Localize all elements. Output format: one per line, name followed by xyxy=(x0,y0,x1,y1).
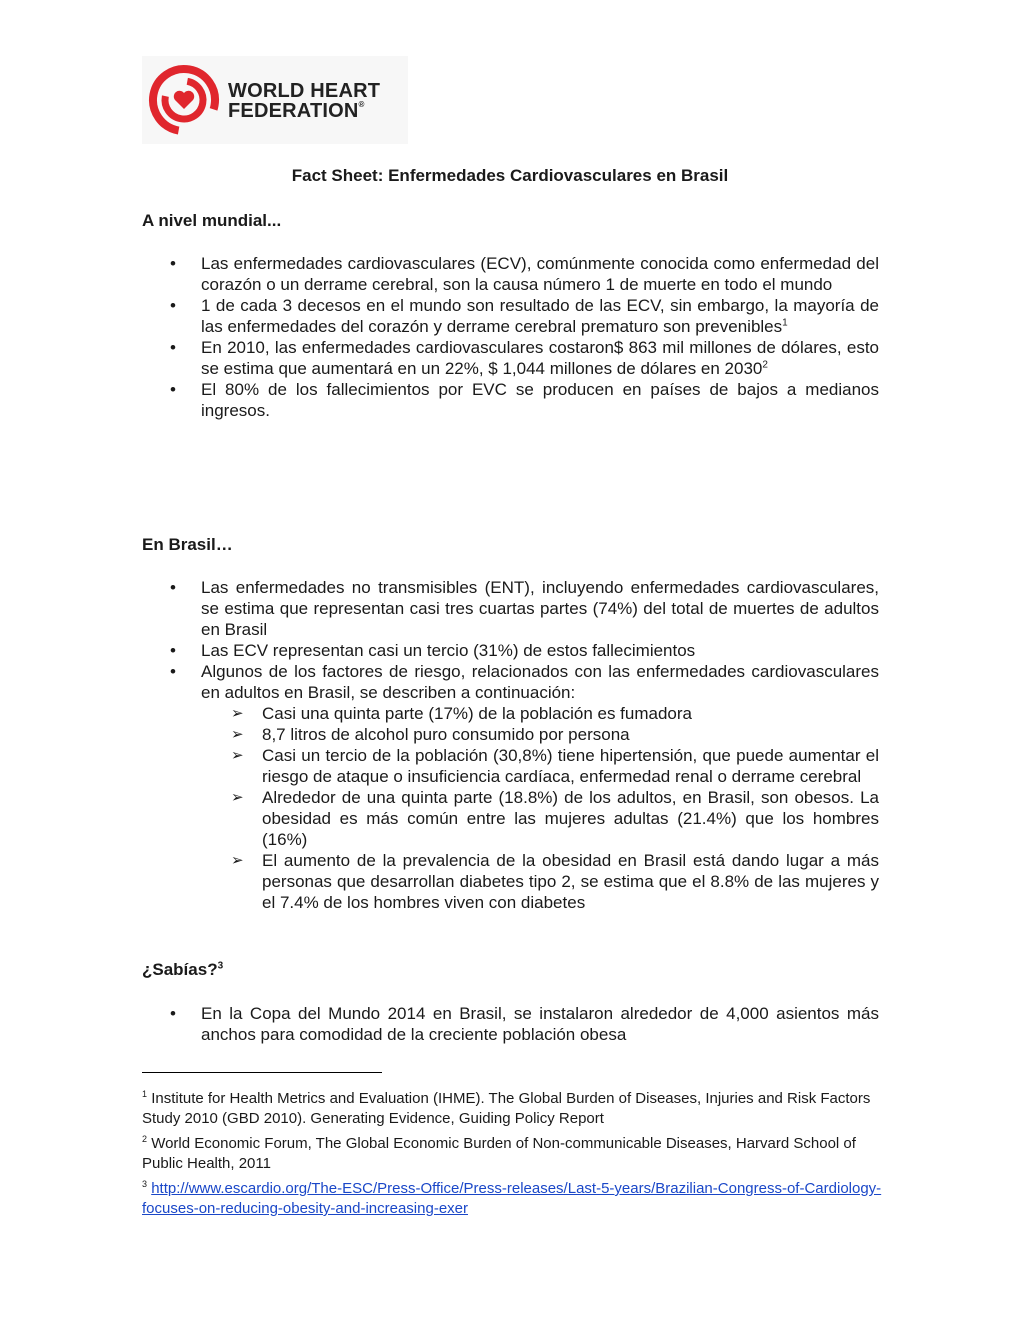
footnotes xyxy=(142,1084,882,1219)
list-item: • Algunos de los factores de riesgo, relacionados con las enfermedades cardiovasculares en adultos en Brasil, se describen a continuación: ➢ Casi una quinta parte (17%) de la población es fumadora ➢ 8,7 litros de alcohol puro consumido por persona ➢ Casi un tercio de la población (30,8%) tiene hipertensión, que puede aumentar el riesgo de ataque o insuficiencia cardíaca, enfermedad renal o derrame cerebral ➢ Alrededor de una quinta parte (18.8%) de los adultos, en Brasil, son obesos. La obesidad es más común entre las mujeres adultas (21.4%) que los hombres (16%) ➢ El aumento de la prevalencia de la obesidad en Brasil está dando lugar a más personas que desarrollan diabetes tipo 2, se estima que el 8.8% de las mujeres y el 7.4% de los hombres viven con diabetes xyxy=(142,661,879,913)
did-you-know-list xyxy=(142,1003,879,1045)
page-title: Fact Sheet: Enfermedades Cardiovasculares en Brasil xyxy=(291,166,729,185)
list-item: • Las ECV representan casi un tercio (31%) de estos fallecimientos xyxy=(142,640,879,661)
footnote-1: $^1$ Institute for Health Metrics and Evaluation (IHME). The Global Burden of Diseases, Injuries and Risk Factors Study 2010 (GBD 2010). Generating Evidence, Guiding Policy Report xyxy=(142,1089,871,1127)
list-item: • El 80% de los fallecimientos por EVC se producen en países de bajos a medianos ingresos. xyxy=(142,379,879,421)
sub-list-item: ➢ Alrededor de una quinta parte (18.8%) de los adultos, en Brasil, son obesos. La obesidad es más común entre las mujeres adultas (21.4%) que los hombres (16%) xyxy=(201,787,879,850)
footnote-divider xyxy=(142,1072,382,1073)
footnote-3: $^3$ http://www.escardio.org/The-ESC/Press-Office/Press-releases/Last-5-years/Brazilian-Congress-of-Cardiology-focuses-on-reducing-obesity-and-increasing-exer xyxy=(142,1179,882,1217)
brazil-facts-list xyxy=(142,577,879,913)
heart-logo-icon xyxy=(148,64,220,136)
sub-list-item: ➢ 8,7 litros de alcohol puro consumido por persona xyxy=(201,724,879,745)
list-item: • En la Copa del Mundo 2014 en Brasil, se instalaron alrededor de 4,000 asientos más anchos para comodidad de la creciente población obesa xyxy=(142,1003,879,1045)
sub-list-item: ➢ Casi una quinta parte (17%) de la población es fumadora xyxy=(201,703,879,724)
logo-text-line2: FEDERATION® xyxy=(228,100,365,122)
list-item: • 1 de cada 3 decesos en el mundo son resultado de las ECV, sin embargo, la mayoría de las enfermedades del corazón y derrame cerebral prematuro son prevenibles$^1$ xyxy=(142,295,879,337)
footnote-link[interactable]: http://www.escardio.org/The-ESC/Press-Office/Press-releases/Last-5-years/Brazilian-Congress-of-Cardiology-focuses-on-reducing-obesity-and-increasing-exer xyxy=(142,1180,882,1217)
section-heading-global: A nivel mundial... xyxy=(142,211,282,230)
list-item: • En 2010, las enfermedades cardiovasculares costaron$ 863 mil millones de dólares, esto se estima que aumentará en un 22%, $ 1,044 millones de dólares en 2030$^2$ xyxy=(142,337,879,379)
footnote-2: $^2$ World Economic Forum, The Global Economic Burden of Non-communicable Diseases, Harvard School of Public Health, 2011 xyxy=(142,1134,856,1172)
sub-list-item: ➢ Casi un tercio de la población (30,8%) tiene hipertensión, que puede aumentar el riesgo de ataque o insuficiencia cardíaca, enfermedad renal o derrame cerebral xyxy=(201,745,879,787)
sub-list-item: ➢ El aumento de la prevalencia de la obesidad en Brasil está dando lugar a más personas que desarrollan diabetes tipo 2, se estima que el 8.8% de las mujeres y el 7.4% de los hombres viven con diabetes xyxy=(201,850,879,913)
section-heading-brazil: En Brasil… xyxy=(142,535,233,554)
list-item: • Las enfermedades no transmisibles (ENT), incluyendo enfermedades cardiovasculares, se estima que representan casi tres cuartas partes (74%) del total de muertes de adultos en Brasil xyxy=(142,577,879,640)
global-facts-list xyxy=(142,253,879,421)
list-item: • Las enfermedades cardiovasculares (ECV), comúnmente conocida como enfermedad del corazón o un derrame cerebral, son la causa número 1 de muerte en todo el mundo xyxy=(142,253,879,295)
risk-factors-list xyxy=(201,703,879,913)
section-heading-did-you-know: ¿Sabías?$^3$ xyxy=(142,960,224,979)
logo-text-line1: WORLD HEART xyxy=(228,80,381,102)
world-heart-federation-logo xyxy=(142,56,408,144)
